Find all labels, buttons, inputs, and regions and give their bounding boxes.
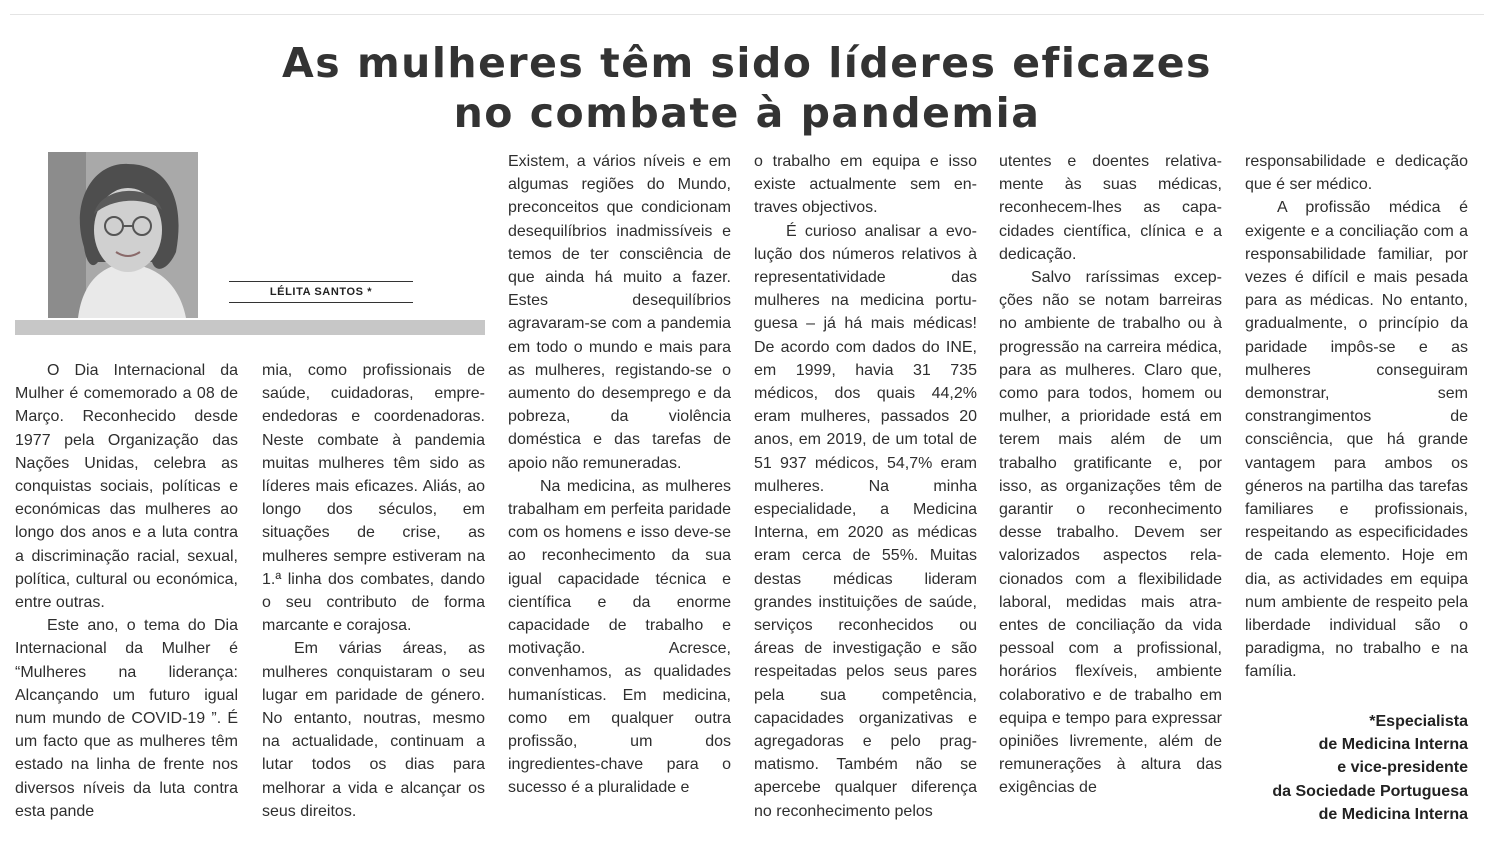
headline-line-1: As mulheres têm sido líderes eficazes [282, 39, 1212, 87]
top-rule [10, 14, 1484, 15]
article-headline [0, 38, 1494, 138]
paragraph: A profissão médica é exigente e a conciliação com a responsabilidade familiar, por vezes é difícil e mais pesada para as médicas. No entanto, gradualmente, o princípio da paridade impôs-se e as mulheres conseguiram demonstrar, sem constrangimentos de consciência, que há grande vantagem para ambos os géneros na partilha das tarefas familiares e profissionais, respeitando as especificidades de cada elemento. Hoje em dia, as actividades em equipa num ambiente de respeito pela liberdade individual são o paradigma, no trabalho e na família. [1245, 199, 1468, 681]
paragraph: utentes e doentes relativamente às suas médicas, reconhecem-lhes as capacidades científica, clínica e a dedicação. [999, 153, 1222, 263]
author-photo [48, 152, 198, 318]
author-byline: LÉLITA SANTOS * [269, 286, 373, 298]
header-divider-bar [15, 320, 485, 335]
paragraph: mia, como profissionais de saúde, cuidadoras, empreendedoras e coordenadoras. Neste combate à pandemia muitas mulheres têm sido as líderes mais eficazes. Aliás, ao longo dos séculos, em situações de crise, as mulheres sempre estiveram na 1.ª linha dos combates, dando o seu contributo de forma marcante e corajosa. [262, 362, 485, 635]
text-column-3 [508, 150, 731, 800]
text-column-6 [1245, 150, 1468, 684]
paragraph: Este ano, o tema do Dia Internacional da Mulher é “Mulheres na liderança: Alcançando um futuro igual num mundo de COVID-19 ”. É um facto que as mulheres têm estado na linha de frente nos diversos níveis da luta contra esta pande [15, 617, 238, 820]
paragraph: O Dia Internacional da Mulher é comemorado a 08 de Março. Reconhecido desde 1977 pela Organização das Nações Unidas, celebra as conquistas sociais, políticas e económicas das mulheres ao longo dos anos e a luta contra a discriminação racial, sexual, política, cultural ou económica, entre outras. [15, 362, 238, 612]
byline-block [229, 281, 413, 303]
credential-line: da Sociedade Portuguesa [1272, 782, 1468, 800]
text-column-2 [262, 359, 485, 823]
headline-line-2: no combate à pandemia [453, 89, 1041, 137]
author-credentials [1230, 710, 1468, 826]
paragraph: Existem, a vários níveis e em algumas regiões do Mundo, preconceitos que condicionam desequilíbrios inadmissíveis e temos de ter consciência de que ainda há muito a fazer. Estes desequilíbrios agravaram-se com a pandemia em todo o mundo e mais para as mulheres, registando-se o aumento do desemprego e da pobreza, da violência doméstica e das tarefas de apoio não remuneradas. [508, 153, 731, 472]
text-column-5 [999, 150, 1222, 800]
byline-rule-bottom [229, 302, 413, 303]
paragraph: Em várias áreas, as mulheres conquistaram o seu lugar em paridade de género. No entanto, noutras, mesmo na actualidade, continuam a lutar todos os dias para melhorar a vida e alcançar os seus direitos. [262, 640, 485, 820]
paragraph: responsabilidade e dedicação que é ser médico. [1245, 153, 1468, 194]
text-column-1 [15, 359, 238, 823]
credential-line: de Medicina Interna [1318, 805, 1468, 823]
credential-line: de Medicina Interna [1318, 736, 1468, 754]
credential-line: e vice-presidente [1337, 759, 1468, 777]
paragraph: É curioso analisar a evolução dos números relativos à representatividade das mulheres na medicina portuguesa – já há mais médicas! De acordo com dados do INE, em 1999, havia 31 735 médicos, dos quais 44,2% eram mulheres, passados 20 anos, em 2019, de um total de 51 937 médicos, 54,7% eram mulheres. Na minha especialidade, a Medicina Interna, em 2020 as médicas eram cerca de 55%. Muitas destas médicas lideram grandes instituições de saúde, serviços reconhecidos ou áreas de investigação e são respeitadas pelos seus pares pela sua competência, capacidades organizativas e agregadoras e pelo pragmatismo. Também não se apercebe qualquer diferença no reconhecimento pelos [754, 222, 977, 820]
paragraph: o trabalho em equipa e isso existe actualmente sem entraves objectivos. [754, 153, 977, 217]
text-column-4 [754, 150, 977, 823]
paragraph: Salvo raríssimas excepções não se notam barreiras no ambiente de trabalho ou à progressão na carreira médica, para as mulheres. Claro que, como para todos, homem ou mulher, a prioridade está em terem mais além de um trabalho gratificante e, por isso, as organizações têm de garantir o reconhecimento desse trabalho. Devem ser valorizados aspectos relacionados com a flexibilidade laboral, medidas mais atraentes de conciliação da vida pessoal com a profissional, horários flexíveis, ambiente colaborativo e de trabalho em equipa e tempo para expressar opiniões livremente, além de remunerações à altura das exigências de [999, 269, 1222, 797]
credential-line: *Especialista [1369, 713, 1468, 730]
paragraph: Na medicina, as mulheres trabalham em perfeita paridade com os homens e isso deve-se ao reconhecimento da sua igual capacidade técnica e científica e da enorme capacidade de trabalho e motivação. Acresce, convenhamos, as qualidades humanísticas. Em medicina, como em qualquer outra profissão, um dos ingredientes-chave para o sucesso é a pluralidade e [508, 477, 731, 797]
